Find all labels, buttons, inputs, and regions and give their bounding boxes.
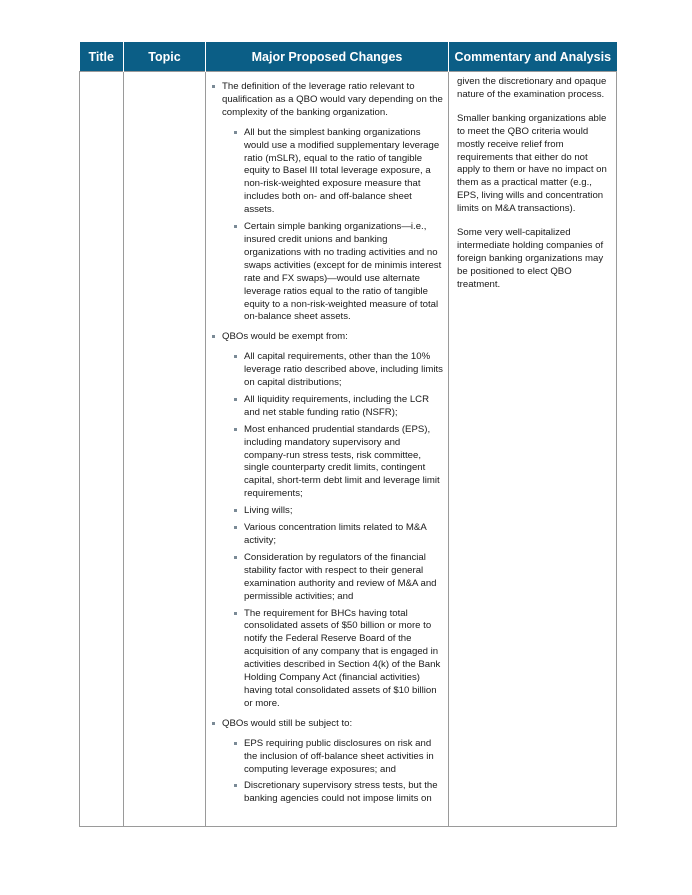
- bullet-icon: [212, 335, 215, 338]
- list-item-text: Various concentration limits related to M&A activity;: [244, 522, 427, 546]
- list-item-text: EPS requiring public disclosures on risk and the inclusion of off-balance sheet activities in computing leverage exposures; and: [244, 737, 434, 775]
- sub-list: [233, 738, 444, 807]
- list-item: [233, 351, 444, 390]
- list-item: [211, 81, 444, 324]
- list-item: [233, 221, 444, 324]
- bullet-icon: [234, 612, 237, 615]
- sub-list: [233, 127, 444, 325]
- title-cell: [80, 72, 124, 827]
- list-item: [211, 331, 444, 710]
- commentary-paragraph: Some very well-capitalized intermediate holding companies of foreign banking organizations may be positioned to elect QBO treatment.: [457, 227, 604, 290]
- list-item-text: Consideration by regulators of the financial stability factor with respect to their general examination authority and review of M&A and permissible activities; and: [244, 551, 437, 602]
- table-header-row: [80, 42, 617, 72]
- bullet-icon: [234, 556, 237, 559]
- commentary-paragraph: given the discretionary and opaque nature of the examination process.: [457, 76, 607, 100]
- sub-list: [233, 351, 444, 711]
- list-item-text: Discretionary supervisory stress tests, but the banking agencies could not impose limits on: [244, 780, 438, 805]
- bullet-icon: [234, 428, 237, 431]
- list-item: [233, 552, 444, 604]
- bullet-icon: [212, 85, 215, 88]
- bullet-icon: [234, 526, 237, 529]
- list-item: [233, 424, 444, 501]
- commentary-paragraph: Smaller banking organizations able to meet the QBO criteria would mostly receive relief from requirements that either do not apply to them or have no impact on them as a practical matter (e.g., EPS, living wills and concentration limits on M&A transactions).: [457, 112, 607, 215]
- bullet-icon: [234, 398, 237, 401]
- list-item-text: All capital requirements, other than the 10% leverage ratio described above, including limits on capital distributions;: [244, 351, 443, 389]
- bullet-icon: [234, 225, 237, 228]
- bullet-icon: [234, 355, 237, 358]
- list-item-text: Most enhanced prudential standards (EPS), including mandatory supervisory and company-run stress tests, risk committee, single counterparty credit limits, contingent capital, short-term debt limit and leverage limit requirements;: [244, 423, 440, 500]
- list-item-text: The definition of the leverage ratio relevant to qualification as a QBO would vary depending on the complexity of the banking organization.: [222, 81, 443, 118]
- list-item-text: QBOs would be exempt from:: [222, 331, 348, 343]
- list-item: [233, 780, 444, 806]
- list-item-text: QBOs would still be subject to:: [222, 717, 353, 729]
- list-item-text: Living wills;: [244, 505, 293, 517]
- table-row: [80, 72, 617, 827]
- list-item-text: All but the simplest banking organizations would use a modified supplementary leverage ratio (mSLR), equal to the ratio of tangible equity to Basel III total leverage exposure, a non-risk-weighted exposure measure that includes both on- and off-balance sheet assets.: [244, 126, 440, 216]
- bullet-icon: [212, 722, 215, 725]
- changes-list: [211, 81, 444, 806]
- bullet-icon: [234, 131, 237, 134]
- list-item: [233, 522, 444, 548]
- header-major-proposed-changes: Major Proposed Changes: [206, 42, 449, 72]
- list-item: [233, 394, 444, 420]
- major-proposed-changes-cell: [206, 72, 449, 827]
- list-item: [233, 738, 444, 777]
- header-title: Title: [80, 42, 124, 72]
- list-item-text: Certain simple banking organizations—i.e., insured credit unions and banking organizations with no trading activities and no swaps activities (except for de minimis interest rate and FX swaps)—would use alternate leverage ratios equal to the ratio of tangible equity to a non-risk-weighted measure of total on-balance sheet assets.: [244, 221, 442, 323]
- bullet-icon: [234, 509, 237, 512]
- header-commentary-and-analysis: Commentary and Analysis: [449, 42, 617, 72]
- list-item: [211, 718, 444, 806]
- bullet-icon: [234, 742, 237, 745]
- bullet-icon: [234, 784, 237, 787]
- list-item: [233, 127, 444, 217]
- list-item: [233, 505, 444, 518]
- commentary-and-analysis-cell: [449, 72, 617, 827]
- topic-cell: [124, 72, 206, 827]
- proposed-changes-table: [79, 42, 617, 827]
- header-topic: Topic: [124, 42, 206, 72]
- list-item-text: The requirement for BHCs having total consolidated assets of $50 billion or more to notify the Federal Reserve Board of the acquisition of any company that is engaged in activities described in Section 4(k) of the Bank Holding Company Act (financial activities) having total consolidated assets of $10 billion or more.: [244, 607, 441, 709]
- list-item: [233, 608, 444, 711]
- list-item-text: All liquidity requirements, including the LCR and net stable funding ratio (NSFR);: [244, 393, 430, 418]
